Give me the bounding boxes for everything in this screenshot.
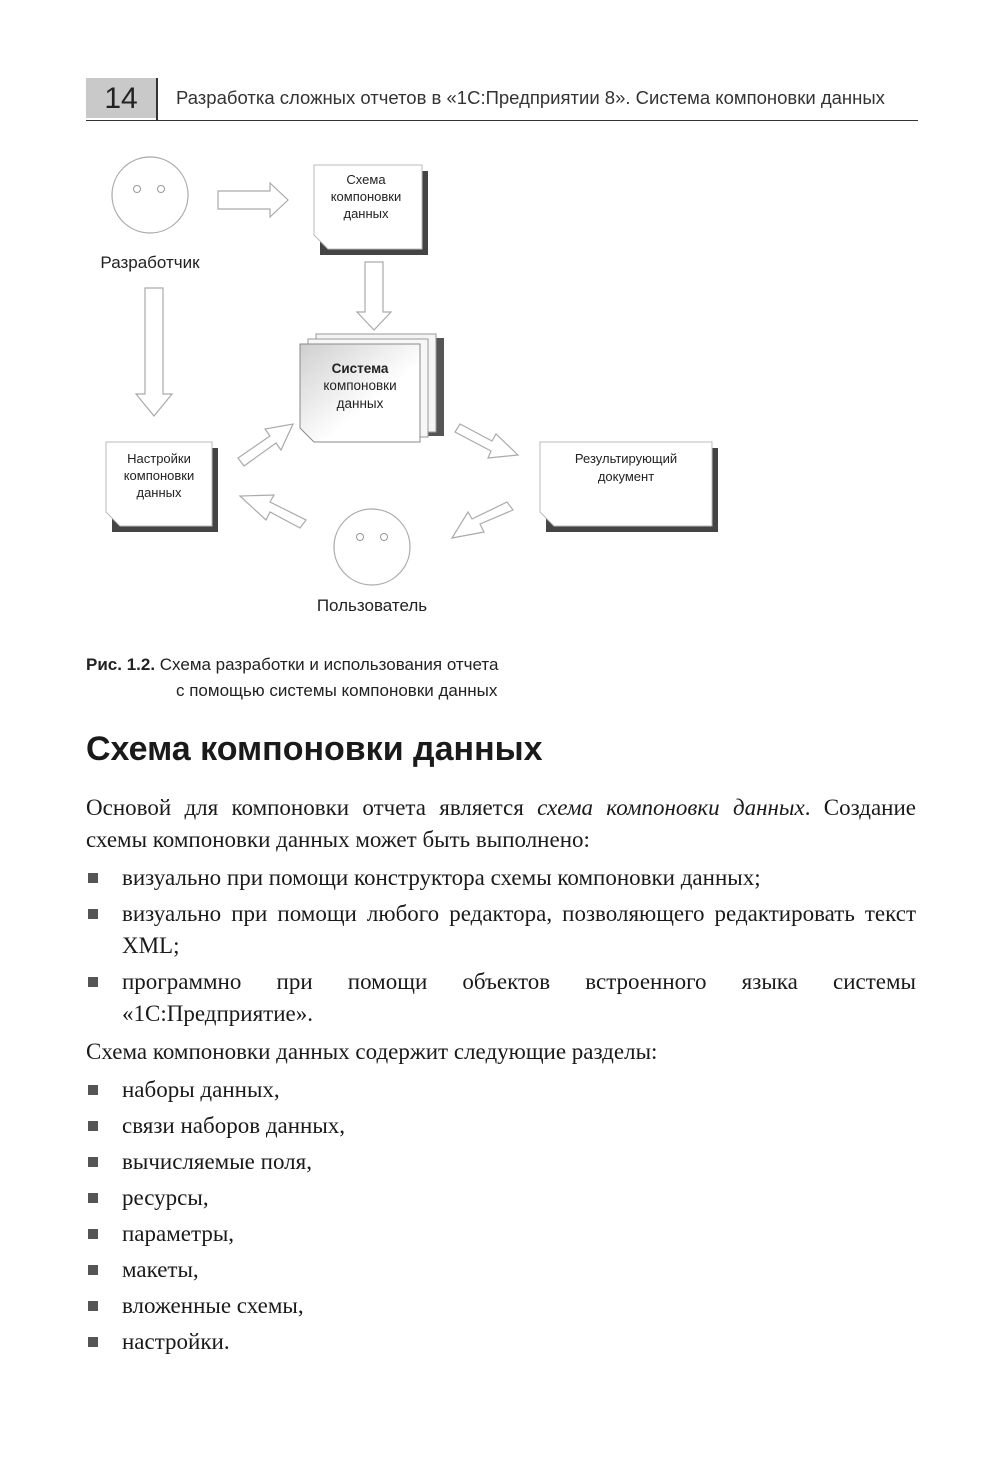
list-item bbox=[86, 1146, 916, 1178]
method-text-3: программно при помощи объектов встроенного языка системы «1С:Предприятие». bbox=[122, 969, 916, 1026]
section-item-text: настройки. bbox=[122, 1329, 230, 1354]
result-box-line-2: документ bbox=[597, 469, 655, 484]
bullet-icon bbox=[88, 873, 98, 883]
bullet-icon bbox=[88, 1085, 98, 1095]
method-text-2: визуально при помощи любого редактора, позволяющего редактировать текст XML; bbox=[122, 901, 916, 958]
list-item bbox=[86, 1218, 916, 1250]
system-stack-box bbox=[300, 334, 444, 442]
figure-caption bbox=[86, 652, 786, 704]
list-item bbox=[86, 1182, 916, 1214]
list-item bbox=[86, 1326, 916, 1358]
caption-line-2: с помощью системы компоновки данных bbox=[176, 681, 498, 700]
section-item-text: параметры, bbox=[122, 1221, 235, 1246]
section-body bbox=[86, 792, 916, 1364]
section-item-text: наборы данных, bbox=[122, 1077, 280, 1102]
list-item bbox=[86, 898, 916, 962]
result-document-box bbox=[540, 442, 718, 532]
bullet-icon bbox=[88, 1121, 98, 1131]
section-item-text: вложенные схемы, bbox=[122, 1293, 304, 1318]
list-item bbox=[86, 1254, 916, 1286]
bullet-icon bbox=[88, 1157, 98, 1167]
list-item bbox=[86, 966, 916, 1030]
arrow-result-to-user bbox=[452, 502, 513, 538]
intro-text-end: . Создание схемы компоновки данных может быть выполнено: bbox=[86, 795, 916, 852]
developer-label: Разработчик bbox=[100, 253, 200, 272]
caption-label: Рис. 1.2. bbox=[86, 655, 156, 674]
intro-emphasis: схема компоновки данных bbox=[537, 795, 805, 820]
method-text-1: визуально при помощи конструктора схемы компоновки данных; bbox=[122, 865, 761, 890]
user-smiley-icon bbox=[334, 509, 410, 585]
list-item bbox=[86, 1110, 916, 1142]
bullet-icon bbox=[88, 1301, 98, 1311]
result-box-line-1: Результирующий bbox=[574, 451, 678, 466]
data-composition-diagram bbox=[0, 140, 1000, 620]
running-header bbox=[86, 78, 918, 121]
section-item-text: связи наборов данных, bbox=[122, 1113, 346, 1138]
settings-box-line-2: компоновки bbox=[123, 468, 195, 483]
system-box-line-2: компоновки bbox=[323, 378, 397, 393]
system-box-line-1: Система bbox=[331, 361, 389, 376]
section-item-text: вычисляемые поля, bbox=[122, 1149, 312, 1174]
schema-document-box bbox=[314, 165, 428, 255]
system-box-line-3: данных bbox=[336, 396, 384, 411]
sections-list bbox=[86, 1074, 916, 1358]
bullet-icon bbox=[88, 1337, 98, 1347]
intro-text-start: Основой для компоновки отчета является bbox=[86, 795, 538, 820]
arrow-developer-to-settings bbox=[136, 288, 172, 416]
running-title: Разработка сложных отчетов в «1С:Предприятии 8». Система компоновки данных bbox=[176, 87, 885, 108]
settings-document-box bbox=[106, 442, 218, 532]
intro-paragraph bbox=[86, 792, 916, 856]
bullet-icon bbox=[88, 1193, 98, 1203]
header-divider bbox=[156, 78, 158, 120]
section-item-text: ресурсы, bbox=[122, 1185, 209, 1210]
page-number: 14 bbox=[86, 78, 156, 118]
arrow-developer-to-schema bbox=[218, 183, 288, 217]
arrow-system-to-result bbox=[455, 424, 518, 458]
list-item bbox=[86, 1290, 916, 1322]
arrow-user-to-settings bbox=[240, 495, 306, 528]
schema-box-line-1: Схема bbox=[346, 172, 386, 187]
user-label: Пользователь bbox=[316, 596, 428, 615]
settings-box-line-3: данных bbox=[136, 485, 182, 500]
bullet-icon bbox=[88, 1265, 98, 1275]
developer-smiley-icon bbox=[112, 157, 188, 233]
arrow-settings-to-system bbox=[238, 424, 293, 466]
schema-box-line-3: данных bbox=[343, 206, 389, 221]
methods-list bbox=[86, 862, 916, 1030]
bullet-icon bbox=[88, 1229, 98, 1239]
schema-box-line-2: компоновки bbox=[330, 189, 402, 204]
list-item bbox=[86, 862, 916, 894]
bullet-icon bbox=[88, 909, 98, 919]
caption-line-1: Схема разработки и использования отчета bbox=[159, 655, 499, 674]
settings-box-line-1: Настройки bbox=[127, 451, 191, 466]
list-item bbox=[86, 1074, 916, 1106]
section-heading: Схема компоновки данных bbox=[86, 730, 543, 768]
bullet-icon bbox=[88, 977, 98, 987]
sections-intro-paragraph: Схема компоновки данных содержит следующие разделы: bbox=[86, 1039, 658, 1064]
arrow-schema-to-system bbox=[357, 262, 391, 330]
section-item-text: макеты, bbox=[122, 1257, 199, 1282]
